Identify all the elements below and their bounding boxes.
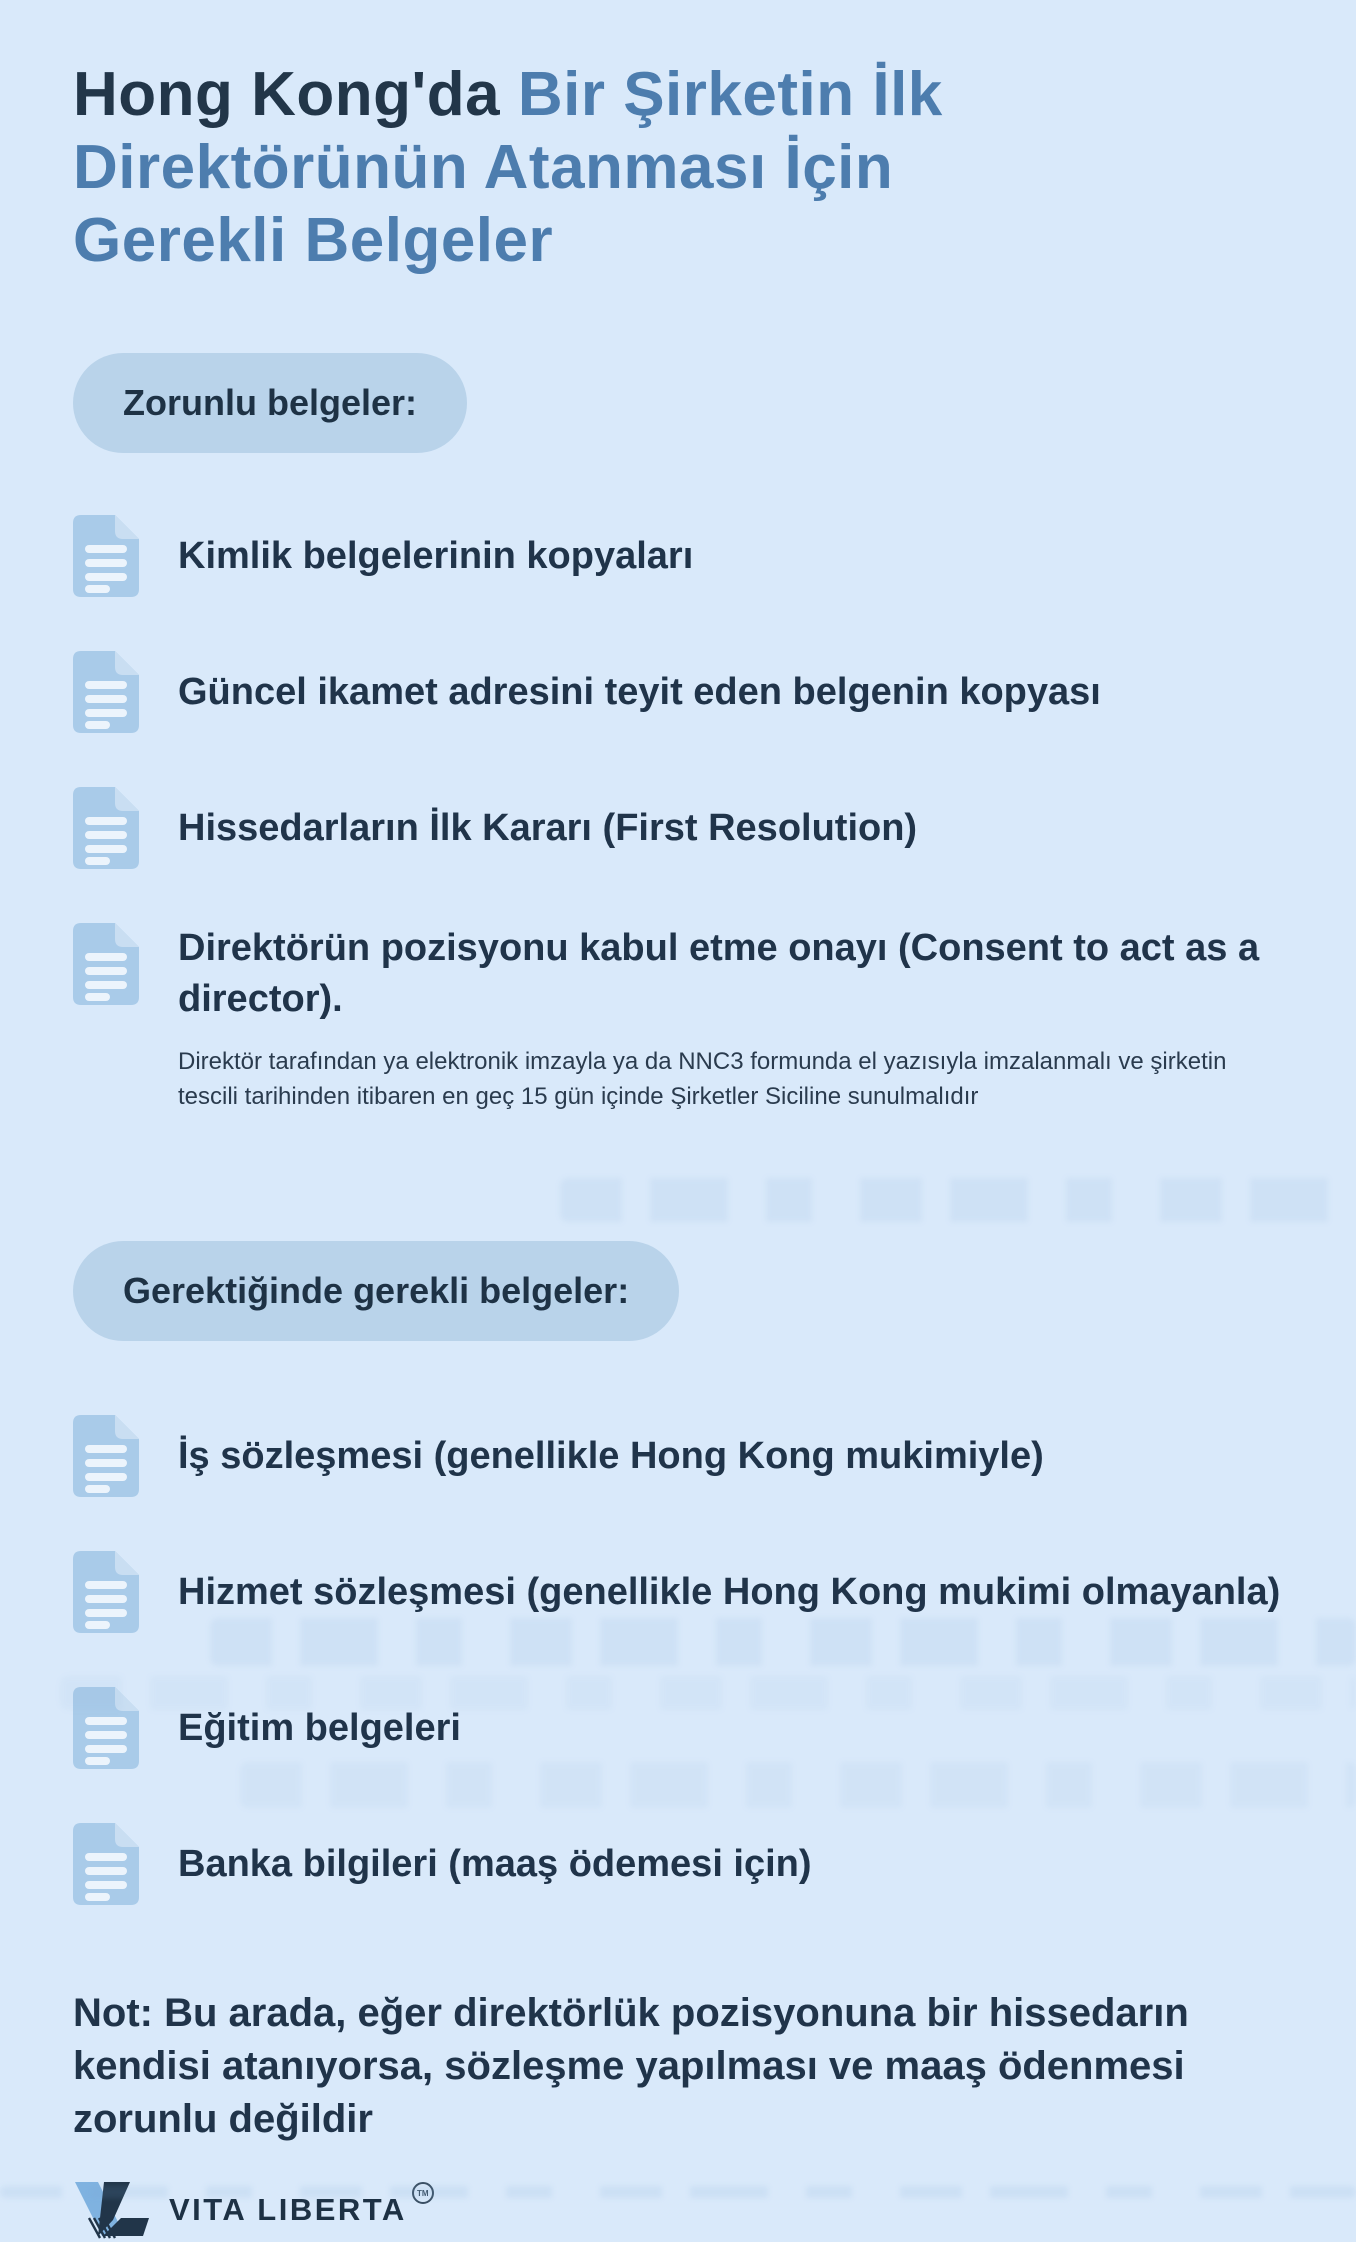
conditional-documents-list [73, 1415, 1283, 1905]
vita-liberta-mark-icon [73, 2180, 151, 2242]
document-icon [73, 787, 139, 869]
brand-logo [73, 2180, 1283, 2242]
title-part-blue: Bir Şirketin İlk Direktörünün Atanması İçin Gerekli Belgeler [73, 60, 943, 276]
list-item [73, 1823, 1283, 1905]
document-icon [73, 515, 139, 597]
list-item [73, 1551, 1283, 1633]
page-title [73, 58, 1088, 277]
list-item-label: Güncel ikamet adresini teyit eden belgenin kopyası [178, 671, 1101, 714]
list-item-label: Eğitim belgeleri [178, 1706, 461, 1749]
document-icon [73, 1551, 139, 1633]
list-item-label: Banka bilgileri (maaş ödemesi için) [178, 1842, 812, 1885]
badge-mandatory-documents: Zorunlu belgeler: [73, 353, 467, 453]
document-icon [73, 651, 139, 733]
list-item-label: Hissedarların İlk Kararı (First Resolution) [178, 807, 918, 850]
list-item [73, 1415, 1283, 1497]
list-item-label: Kimlik belgelerinin kopyaları [178, 535, 694, 578]
badge-conditional-documents: Gerektiğinde gerekli belgeler: [73, 1241, 679, 1341]
title-part-dark: Hong Kong'da [73, 60, 518, 129]
list-item-label: İş sözleşmesi (genellikle Hong Kong mukimiyle) [178, 1434, 1044, 1477]
watermark-band [560, 1178, 1356, 1222]
list-item-footnote: Direktör tarafından ya elektronik imzayla ya da NNC3 formunda el yazısıyla imzalanmalı ve şirketin tescili tarihinden itibaren en geç 15 gün içinde Şirketler Siciline sunulmalıdır [178, 1047, 1227, 1111]
list-item [73, 787, 1283, 869]
mandatory-documents-list [73, 515, 1283, 1114]
trademark-icon: TM [412, 2182, 434, 2204]
list-item-label: Direktörün pozisyonu kabul etme onayı (Consent to act as a director). [178, 927, 1260, 1020]
list-item [73, 651, 1283, 733]
document-icon [73, 923, 139, 1005]
list-item-label: Hizmet sözleşmesi (genellikle Hong Kong mukimi olmayanla) [178, 1570, 1281, 1613]
document-icon [73, 1687, 139, 1769]
brand-wordmark: VITA LIBERTA [169, 2192, 407, 2228]
bottom-note: Not: Bu arada, eğer direktörlük pozisyonuna bir hissedarın kendisi atanıyorsa, sözleşme yapılması ve maaş ödenmesi zorunlu değildir [73, 1990, 1189, 2142]
list-item [73, 1687, 1283, 1769]
list-item [73, 515, 1283, 597]
list-item [73, 923, 1283, 1114]
document-icon [73, 1415, 139, 1497]
document-icon [73, 1823, 139, 1905]
